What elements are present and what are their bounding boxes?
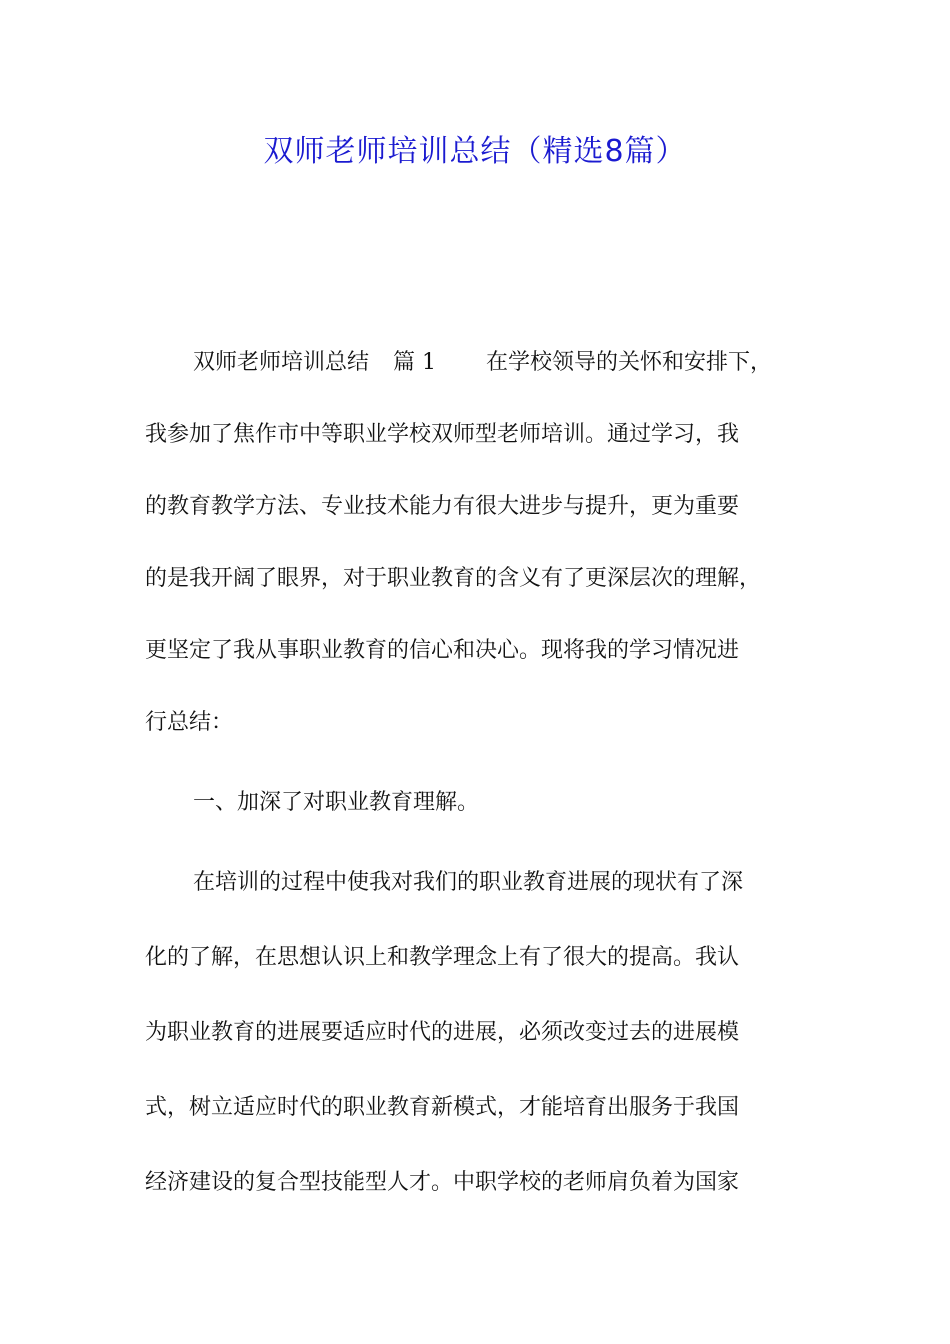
paragraph-text: 在学校领导的关怀和安排下，	[486, 350, 773, 375]
paragraph-line: 经济建设的复合型技能型人才。中职学校的老师肩负着为国家	[145, 1170, 740, 1195]
paragraph-line: 我参加了焦作市中等职业学校双师型老师培训。通过学习，我	[145, 422, 740, 447]
paragraph-line: 在培训的过程中使我对我们的职业教育进展的现状有了深	[193, 870, 744, 895]
section-heading-line: 一、加深了对职业教育理解。	[193, 790, 480, 815]
document-title: 双师老师培训总结（精选8篇）	[263, 134, 687, 169]
paragraph-line: 更坚定了我从事职业教育的信心和决心。现将我的学习情况进	[145, 638, 740, 663]
paragraph-line: 为职业教育的进展要适应时代的进展，必须改变过去的进展模	[145, 1020, 740, 1045]
paragraph-line	[193, 343, 772, 383]
section-heading-number: 篇 1	[393, 350, 437, 375]
paragraph-line: 行总结：	[145, 710, 234, 735]
section-heading-label: 双师老师培训总结	[193, 350, 370, 375]
paragraph-line: 式，树立适应时代的职业教育新模式，才能培育出服务于我国	[145, 1095, 740, 1120]
paragraph-line: 的是我开阔了眼界，对于职业教育的含义有了更深层次的理解，	[145, 566, 762, 591]
paragraph-line: 的教育教学方法、专业技术能力有很大进步与提升，更为重要	[145, 494, 740, 519]
paragraph-line: 化的了解，在思想认识上和教学理念上有了很大的提高。我认	[145, 945, 740, 970]
